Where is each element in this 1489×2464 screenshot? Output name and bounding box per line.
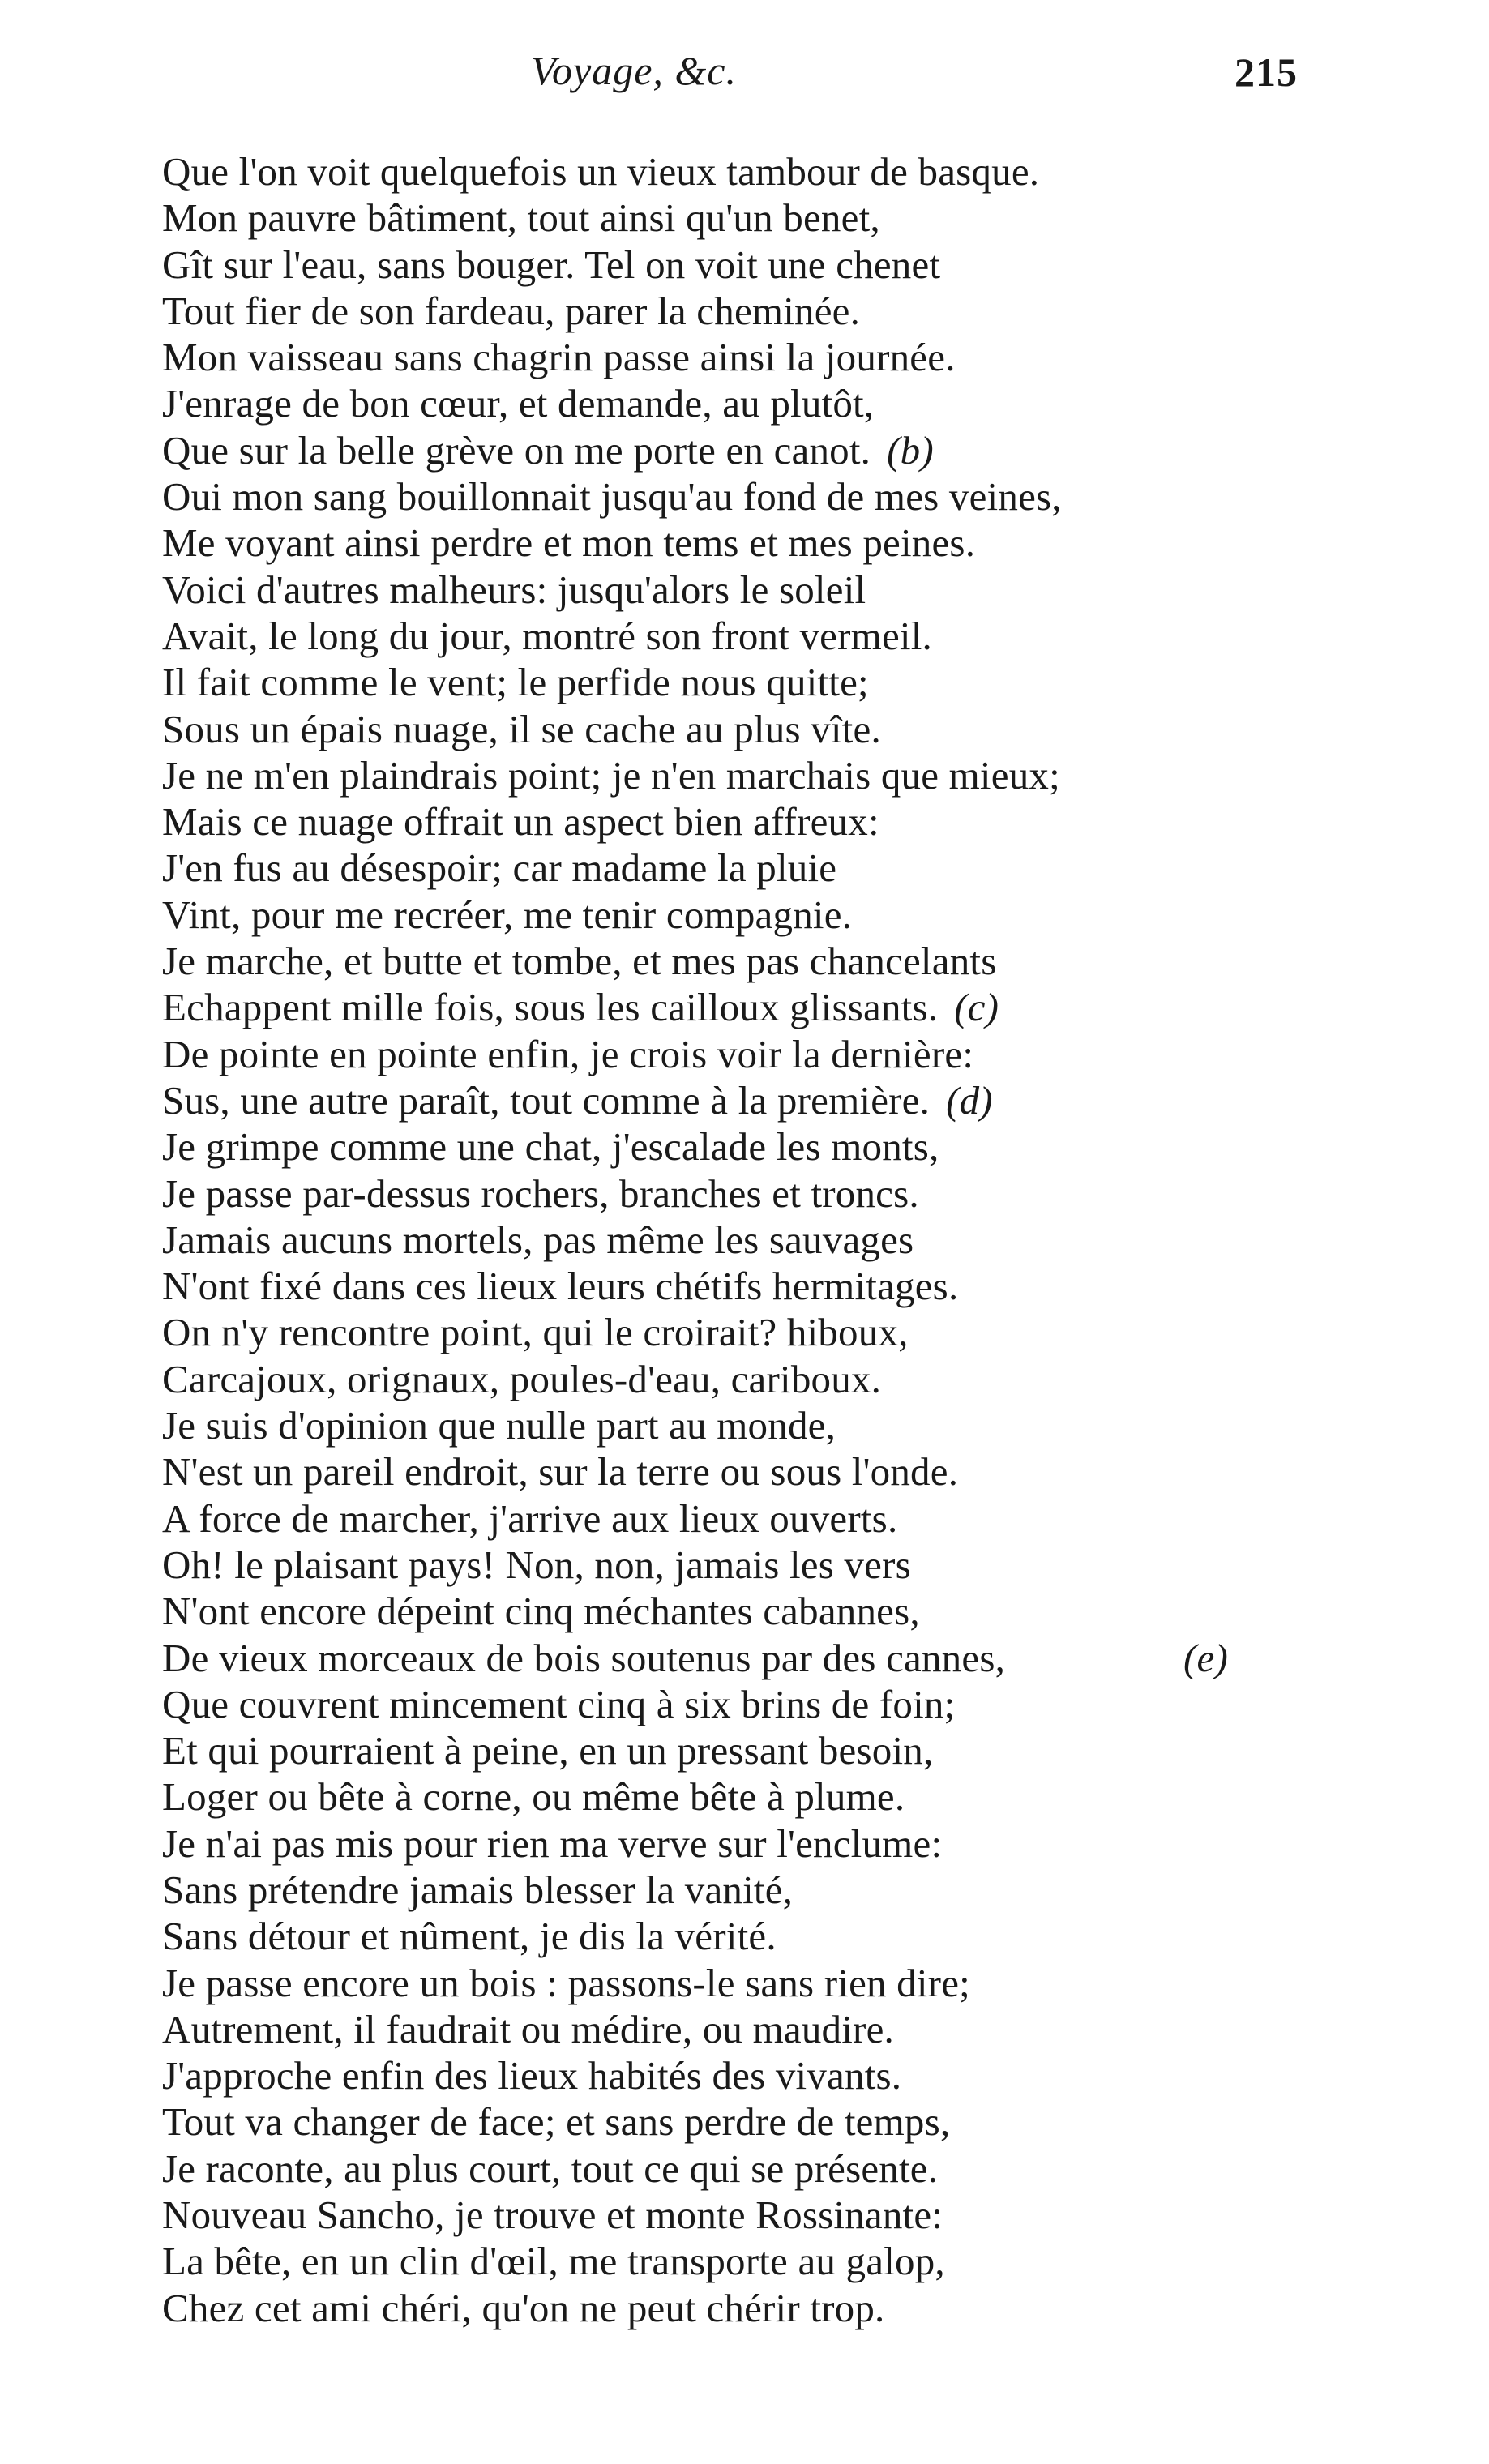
footnote-reference: (c) <box>954 985 999 1030</box>
poem-line-text: Carcajoux, orignaux, poules-d'eau, cariboux. <box>162 1356 882 1401</box>
poem-line <box>162 1635 1297 1681</box>
poem-line <box>162 752 1297 798</box>
poem-line-text: Je grimpe comme une chat, j'escalade les monts, <box>162 1124 939 1170</box>
poem-line-text: Je passe encore un bois : passons-le sans rien dire; <box>162 1960 970 2005</box>
poem-line <box>162 2192 1297 2238</box>
poem-line <box>162 1495 1297 1542</box>
poem-line <box>162 1820 1297 1867</box>
poem-line <box>162 984 1297 1030</box>
poem-line-text: N'ont fixé dans ces lieux leurs chétifs hermitages. <box>162 1264 959 1309</box>
poem-line <box>162 2145 1297 2192</box>
poem-line <box>162 520 1297 566</box>
poem-line <box>162 1402 1297 1448</box>
poem-line-text: Je n'ai pas mis pour rien ma verve sur l'enclume: <box>162 1820 943 1866</box>
poem-line-text: Je passe par-dessus rochers, branches et troncs. <box>162 1170 919 1216</box>
poem-line-text: Me voyant ainsi perdre et mon tems et mes peines. <box>162 520 976 566</box>
poem-line <box>162 1077 1297 1123</box>
poem-text <box>162 148 1297 2331</box>
poem-line-text: Il fait comme le vent; le perfide nous quitte; <box>162 660 869 705</box>
footnote-reference: (b) <box>887 427 934 473</box>
poem-line-text: Jamais aucuns mortels, pas même les sauvages <box>162 1217 914 1262</box>
poem-line-text: J'en fus au désespoir; car madame la pluie <box>162 845 837 891</box>
poem-line-text: Que sur la belle grève on me porte en canot. <box>162 427 871 473</box>
poem-line-text: Sous un épais nuage, il se cache au plus vîte. <box>162 706 881 751</box>
footnote-reference: (d) <box>946 1077 993 1123</box>
poem-line <box>162 659 1297 705</box>
poem-line <box>162 427 1297 473</box>
poem-line-text: Gît sur l'eau, sans bouger. Tel on voit une chenet <box>162 242 941 287</box>
poem-line <box>162 706 1297 752</box>
poem-line <box>162 1867 1297 1913</box>
poem-line <box>162 938 1297 984</box>
page-number: 215 <box>1234 49 1298 95</box>
poem-line <box>162 1309 1297 1355</box>
poem-line <box>162 380 1297 426</box>
poem-line-text: Autrement, il faudrait ou médire, ou maudire. <box>162 2006 894 2051</box>
poem-line-text: N'ont encore dépeint cinq méchantes cabannes, <box>162 1589 920 1634</box>
poem-line <box>162 798 1297 845</box>
poem-line <box>162 1542 1297 1588</box>
poem-line <box>162 1960 1297 2006</box>
poem-line-text: Et qui pourraient à peine, en un pressant besoin, <box>162 1728 934 1773</box>
poem-line-text: La bête, en un clin d'œil, me transporte au galop, <box>162 2239 945 2284</box>
poem-line-text: Sans détour et nûment, je dis la vérité. <box>162 1914 777 1959</box>
poem-line <box>162 334 1297 380</box>
poem-line-text: Je raconte, au plus court, tout ce qui se présente. <box>162 2145 939 2191</box>
poem-line <box>162 567 1297 613</box>
poem-line <box>162 242 1297 288</box>
poem-line <box>162 2285 1297 2331</box>
poem-line-text: Tout fier de son fardeau, parer la cheminée. <box>162 288 861 333</box>
poem-line-text: Je suis d'opinion que nulle part au monde, <box>162 1403 836 1448</box>
poem-line-text: Vint, pour me recréer, me tenir compagnie. <box>162 892 853 937</box>
poem-line <box>162 2098 1297 2145</box>
poem-line-text: On n'y rencontre point, qui le croirait? hiboux, <box>162 1310 909 1355</box>
poem-line <box>162 613 1297 659</box>
poem-line <box>162 892 1297 938</box>
poem-line <box>162 1123 1297 1170</box>
poem-line-text: N'est un pareil endroit, sur la terre ou sous l'onde. <box>162 1449 959 1495</box>
poem-line-text: De vieux morceaux de bois soutenus par des cannes, <box>162 1635 1006 1680</box>
poem-line-text: Oui mon sang bouillonnait jusqu'au fond de mes veines, <box>162 474 1062 520</box>
running-title: Voyage, &c. <box>531 48 737 93</box>
poem-line-text: Echappent mille fois, sous les cailloux glissants. <box>162 985 939 1030</box>
poem-line <box>162 1031 1297 1077</box>
poem-line <box>162 1448 1297 1495</box>
footnote-reference: (e) <box>1183 1635 1228 1680</box>
poem-line <box>162 1773 1297 1820</box>
poem-line-text: Chez cet ami chéri, qu'on ne peut chérir trop. <box>162 2285 885 2330</box>
poem-line <box>162 195 1297 241</box>
poem-line <box>162 1263 1297 1309</box>
poem-line <box>162 2006 1297 2052</box>
poem-line <box>162 148 1297 195</box>
poem-line-text: Tout va changer de face; et sans perdre de temps, <box>162 2099 951 2145</box>
poem-line <box>162 1170 1297 1217</box>
running-head <box>0 47 1489 112</box>
poem-line-text: A force de marcher, j'arrive aux lieux ouverts. <box>162 1495 898 1541</box>
poem-line <box>162 2052 1297 2098</box>
poem-line-text: De pointe en pointe enfin, je crois voir la dernière: <box>162 1031 974 1076</box>
poem-line <box>162 1588 1297 1634</box>
poem-line-text: Nouveau Sancho, je trouve et monte Rossinante: <box>162 2192 943 2238</box>
poem-line-text: Mais ce nuage offrait un aspect bien affreux: <box>162 799 879 845</box>
poem-line-text: J'approche enfin des lieux habités des vivants. <box>162 2053 902 2098</box>
poem-line <box>162 1681 1297 1727</box>
poem-line-text: Mon pauvre bâtiment, tout ainsi qu'un benet, <box>162 195 880 241</box>
poem-line-text: Je ne m'en plaindrais point; je n'en marchais que mieux; <box>162 752 1060 798</box>
poem-line-text: Que couvrent mincement cinq à six brins de foin; <box>162 1681 956 1726</box>
poem-line-text: Loger ou bête à corne, ou même bête à plume. <box>162 1774 905 1820</box>
poem-line <box>162 1217 1297 1263</box>
poem-line <box>162 1913 1297 1959</box>
poem-line-text: Avait, le long du jour, montré son front vermeil. <box>162 613 932 658</box>
poem-line-text: Voici d'autres malheurs: jusqu'alors le soleil <box>162 567 866 612</box>
poem-line-text: Mon vaisseau sans chagrin passe ainsi la journée. <box>162 335 956 380</box>
poem-line-text: J'enrage de bon cœur, et demande, au plutôt, <box>162 381 875 426</box>
poem-line-text: Je marche, et butte et tombe, et mes pas chancelants <box>162 939 997 984</box>
poem-line <box>162 1356 1297 1402</box>
poem-line <box>162 1727 1297 1773</box>
poem-line <box>162 288 1297 334</box>
poem-line-text: Oh! le plaisant pays! Non, non, jamais les vers <box>162 1542 911 1587</box>
poem-line <box>162 473 1297 520</box>
poem-line <box>162 845 1297 891</box>
poem-line-text: Que l'on voit quelquefois un vieux tambour de basque. <box>162 149 1040 194</box>
poem-line-text: Sans prétendre jamais blesser la vanité, <box>162 1867 794 1912</box>
poem-line-text: Sus, une autre paraît, tout comme à la première. <box>162 1077 931 1123</box>
poem-line <box>162 2238 1297 2284</box>
